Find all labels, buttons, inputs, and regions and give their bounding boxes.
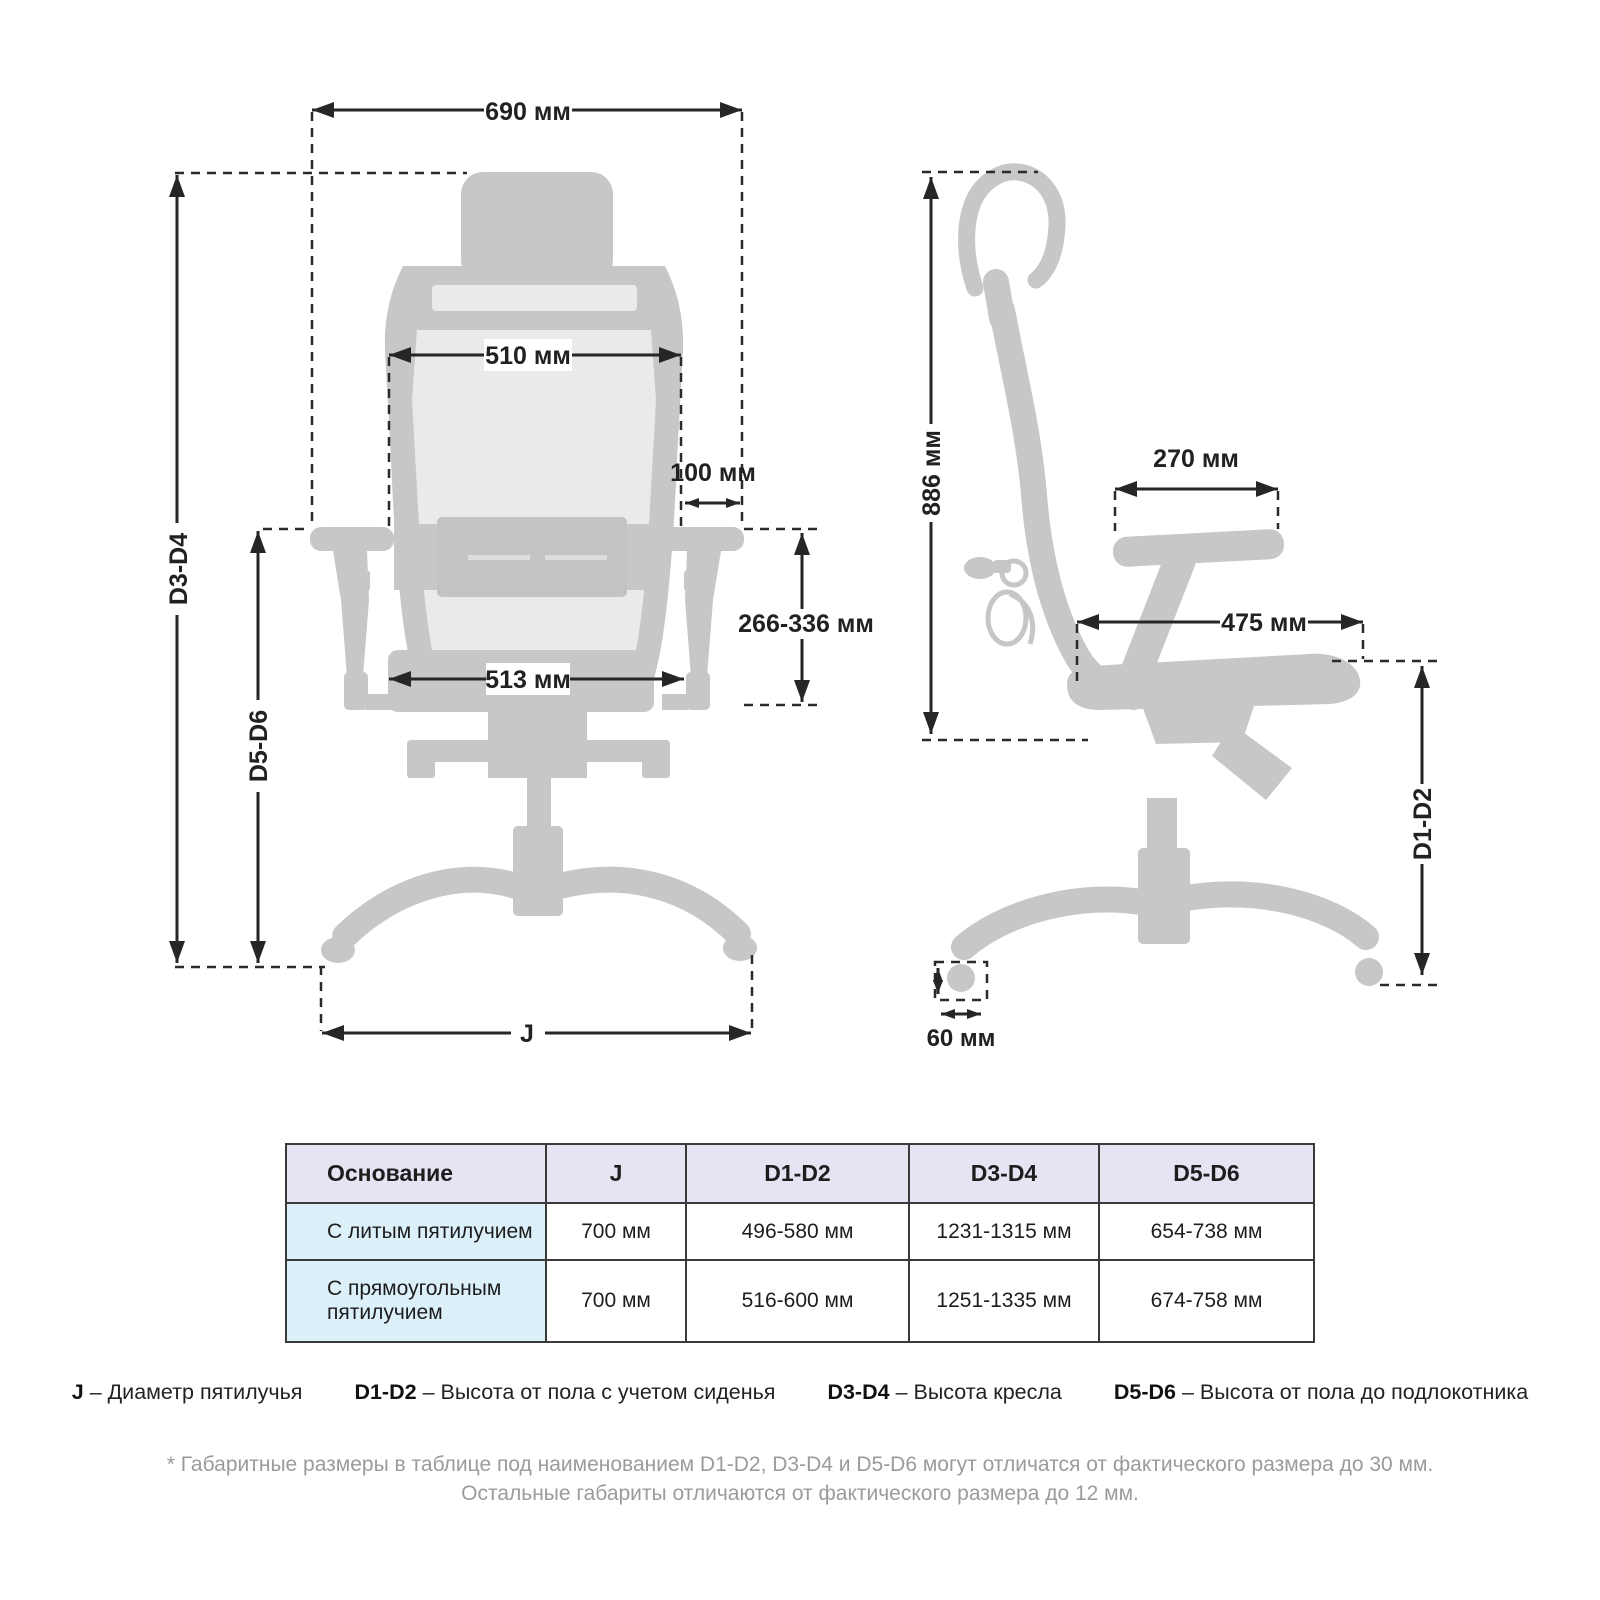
dim-label-100: 100 мм [670,459,756,487]
legend-item-d5d6 [1114,1380,1528,1405]
lumbar-slot [545,555,607,560]
cell-value: 496-580 мм [686,1203,909,1260]
col-header-base: Основание [286,1144,546,1203]
armrest-post-right [685,551,721,677]
dim-label-d5d6: D5-D6 [245,709,273,783]
lumbar-slot [468,555,530,560]
backrest-mesh-panel [412,330,656,676]
legend-key: D3-D4 [827,1380,890,1404]
table-header-row [286,1144,1314,1203]
dim-backrest-height [913,177,949,734]
dim-armrest-height [734,533,878,702]
armrest-button-right [684,570,693,592]
backrest-top-panel [432,285,637,311]
base-leg-back [964,900,1142,947]
legend [0,1380,1600,1405]
dim-floor-to-seat [1404,666,1440,975]
caster-back [947,964,975,992]
dim-label-475: 475 мм [1221,609,1307,637]
legend-desc: – Высота кресла [895,1380,1062,1404]
dim-label-510: 510 мм [485,342,571,370]
mechanism-tab-left [407,754,435,778]
cell-value: 654-738 мм [1099,1203,1314,1260]
legend-item-d1d2 [354,1380,775,1405]
dim-label-270: 270 мм [1153,445,1239,473]
cell-value: 700 мм [546,1203,686,1260]
base-leg-right [560,880,738,934]
cell-value: 1231-1315 мм [909,1203,1099,1260]
table-row [286,1203,1314,1260]
base-leg-left [345,880,516,936]
footnote [0,1450,1600,1508]
armrest-foot-left [344,672,368,710]
legend-desc: – Диаметр пятилучья [89,1380,303,1404]
cell-value: 674-758 мм [1099,1260,1314,1342]
gas-lift [527,778,551,830]
dim-label-d1d2: D1-D2 [1409,787,1437,861]
armrest-pad-side [1112,529,1284,568]
mechanism-bar [407,740,670,762]
legend-key: D1-D2 [354,1380,417,1404]
legend-key: J [71,1380,84,1404]
footnote-line-2: Остальные габариты отличаются от фактического размера до 12 мм. [461,1482,1139,1505]
armrest-foot-right [686,672,710,710]
legend-item-d3d4 [827,1380,1061,1405]
base-leg-front [1186,894,1366,937]
dim-label-886: 886 мм [918,430,946,516]
dim-label-d3d4: D3-D4 [165,532,193,606]
front-view-chair-silhouette [310,172,757,963]
headrest [461,172,613,282]
dim-floor-to-armrest [240,531,276,963]
armrest-pad-right [660,527,744,551]
col-header-d5d6: D5-D6 [1099,1144,1314,1203]
dim-label-513: 513 мм [485,666,571,694]
footnote-line-1: * Габаритные размеры в таблице под наименованием D1-D2, D3-D4 и D5-D6 могут отличатся от фактического размера до 30 мм. [166,1453,1434,1476]
dim-label-266-336: 266-336 мм [738,610,874,638]
dim-total-height [159,175,195,963]
cell-value: 700 мм [546,1260,686,1342]
armrest-button-left [361,570,370,592]
table-row [286,1260,1314,1342]
armrest-pad-left [310,527,394,551]
dim-overall-width [312,93,742,126]
armrest-link-right [662,694,688,710]
col-header-d1d2: D1-D2 [686,1144,909,1203]
base-hub [513,826,563,916]
legend-desc: – Высота от пола до подлокотника [1182,1380,1529,1404]
cell-base-type: С литым пятилучием [286,1203,546,1260]
legend-item-j [72,1380,303,1405]
dim-base-diameter [322,1017,751,1049]
gas-lift-side [1147,798,1177,850]
dimensions-table [285,1143,1315,1343]
caster-front [1355,958,1383,986]
armrest-post-left [333,551,369,677]
col-header-j: J [546,1144,686,1203]
headrest-bracket-hook [967,172,1057,288]
dim-label-60: 60 мм [926,1025,996,1052]
legend-key: D5-D6 [1113,1380,1177,1404]
adjust-knob [964,557,996,579]
side-view-chair-silhouette [947,172,1383,992]
cell-value: 1251-1335 мм [909,1260,1099,1342]
backrest-band [1002,310,1134,697]
dim-label-j: J [520,1020,534,1048]
dim-armrest-pad-length [1115,445,1278,489]
col-header-d3d4: D3-D4 [909,1144,1099,1203]
caster-left [321,937,355,963]
mechanism-tab-right [642,754,670,778]
legend-desc: – Высота от пола с учетом сиденья [422,1380,776,1404]
dim-label-690: 690 мм [485,98,571,126]
cell-value: 516-600 мм [686,1260,909,1342]
cell-base-type: С прямоугольным пятилучием [286,1260,546,1342]
dim-seat-depth [1077,606,1363,638]
